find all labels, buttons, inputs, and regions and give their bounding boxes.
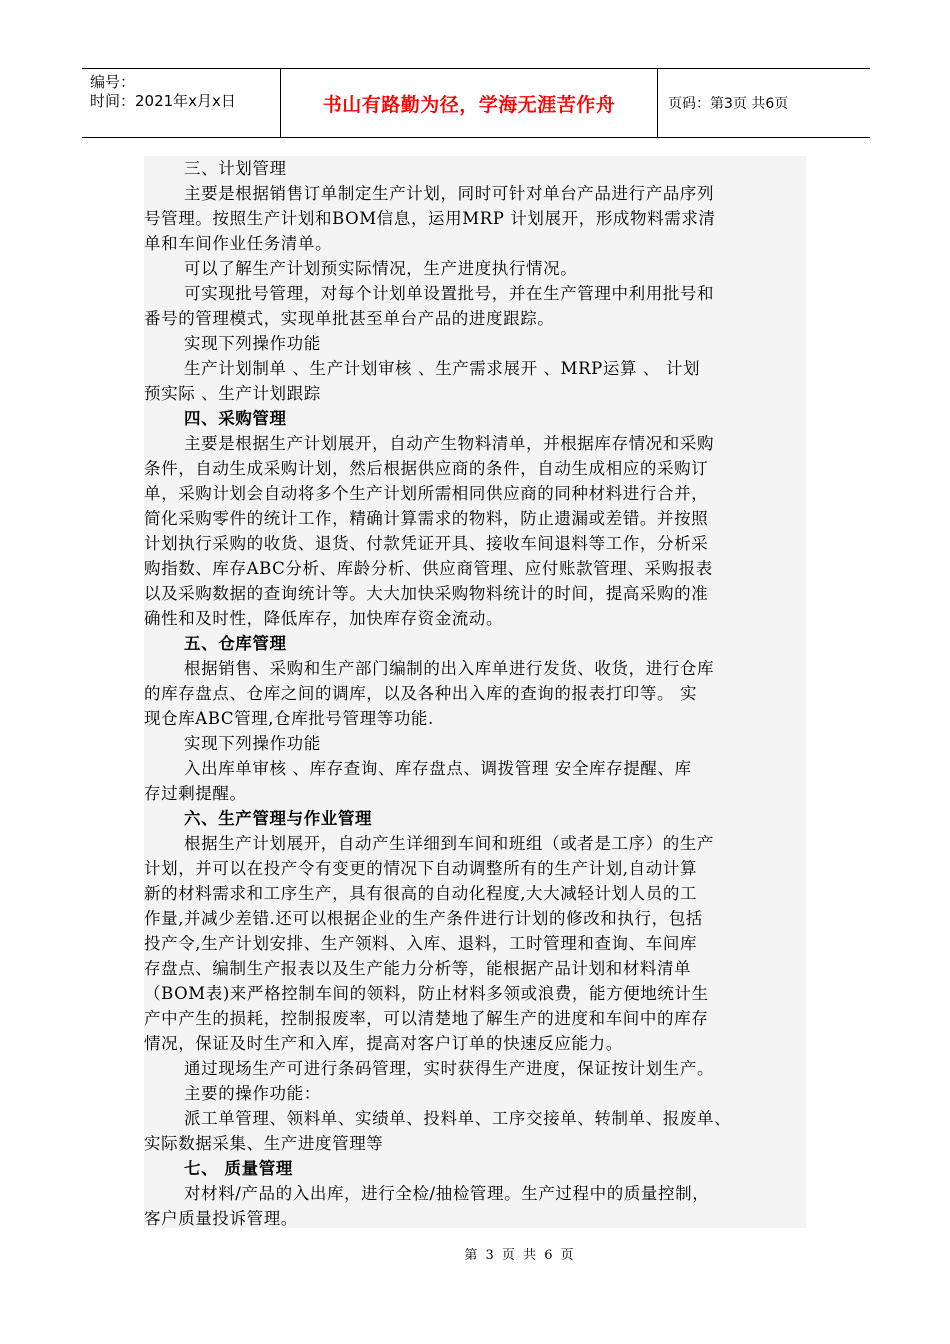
paragraph-line: 客户质量投诉管理。 bbox=[144, 1209, 298, 1228]
header-left-cell bbox=[82, 69, 280, 137]
paragraph-line: 计划执行采购的收货、退货、付款凭证开具、接收车间退料等工作，分析采 bbox=[144, 534, 709, 553]
paragraph-line: 号管理。按照生产计划和BOM信息，运用MRP 计划展开，形成物料需求清 bbox=[144, 209, 716, 228]
paragraph-line: 实现下列操作功能 bbox=[184, 334, 321, 353]
paragraph-line: 现仓库ABC管理,仓库批号管理等功能. bbox=[144, 709, 434, 728]
header-motto: 书山有路勤为径，学海无涯苦作舟 bbox=[280, 69, 658, 137]
paragraph-line: 单，采购计划会自动将多个生产计划所需相同供应商的同种材料进行合并， bbox=[144, 484, 709, 503]
paragraph-line: 简化采购零件的统计工作，精确计算需求的物料，防止遗漏或差错。并按照 bbox=[144, 509, 709, 528]
paragraph-line: 单和车间作业任务清单。 bbox=[144, 234, 333, 253]
paragraph-line: 新的材料需求和工序生产，具有很高的自动化程度,大大减轻计划人员的工 bbox=[144, 884, 698, 903]
paragraph-line: 可以了解生产计划预实际情况，生产进度执行情况。 bbox=[184, 259, 578, 278]
paragraph-line: 对材料/产品的入出库，进行全检/抽检管理。生产过程中的质量控制， bbox=[184, 1184, 710, 1203]
paragraph-line: 主要是根据生产计划展开，自动产生物料清单，并根据库存情况和采购 bbox=[184, 434, 715, 453]
header-table bbox=[82, 68, 870, 138]
paragraph-line: 情况，保证及时生产和入库，提高对客户订单的快速反应能力。 bbox=[144, 1034, 623, 1053]
paragraph-line: 实际数据采集、生产进度管理等 bbox=[144, 1134, 384, 1153]
paragraph-line: 确性和及时性，降低库存，加快库存资金流动。 bbox=[144, 609, 504, 628]
paragraph-line: 根据生产计划展开，自动产生详细到车间和班组（或者是工序）的生产 bbox=[184, 834, 715, 853]
paragraph-line: 根据销售、采购和生产部门编制的出入库单进行发货、收货，进行仓库 bbox=[184, 659, 715, 678]
section-heading-warehouse: 五、仓库管理 bbox=[184, 634, 287, 653]
page-footer bbox=[0, 1244, 950, 1263]
paragraph-line: 购指数、库存ABC分析、库龄分析、供应商管理、应付账款管理、采购报表 bbox=[144, 559, 713, 578]
section-heading-purchase: 四、采购管理 bbox=[184, 409, 287, 428]
section-heading-plan: 三、计划管理 bbox=[184, 159, 287, 178]
section-heading-quality: 七、 质量管理 bbox=[184, 1159, 293, 1178]
header-page-label: 页码：第3页 共6页 bbox=[668, 96, 789, 112]
document-body bbox=[144, 156, 806, 1228]
paragraph-line: 通过现场生产可进行条码管理，实时获得生产进度，保证按计划生产。 bbox=[184, 1059, 715, 1078]
paragraph-line: 的库存盘点、仓库之间的调库，以及各种出入库的查询的报表打印等。 实 bbox=[144, 684, 698, 703]
paragraph-line: 计划，并可以在投产令有变更的情况下自动调整所有的生产计划,自动计算 bbox=[144, 859, 698, 878]
paragraph-line: 主要的操作功能： bbox=[184, 1084, 321, 1103]
paragraph-line: 生产计划制单 、生产计划审核 、生产需求展开 、MRP运算 、 计划 bbox=[184, 359, 701, 378]
paragraph-line: 入出库单审核 、库存查询、库存盘点、调拨管理 安全库存提醒、库 bbox=[184, 759, 692, 778]
paragraph-line: （BOM表)来严格控制车间的领料，防止材料多领或浪费，能方便地统计生 bbox=[144, 984, 709, 1003]
paragraph-line: 主要是根据销售订单制定生产计划，同时可针对单台产品进行产品序列 bbox=[184, 184, 715, 203]
footer-page-number: 第 3 页 共 6 页 bbox=[464, 1248, 576, 1263]
paragraph-line: 可实现批号管理，对每个计划单设置批号，并在生产管理中利用批号和 bbox=[184, 284, 715, 303]
paragraph-line: 预实际 、生产计划跟踪 bbox=[144, 384, 321, 403]
section-heading-production: 六、生产管理与作业管理 bbox=[184, 809, 373, 828]
paragraph-line: 条件，自动生成采购计划，然后根据供应商的条件，自动生成相应的采购订 bbox=[144, 459, 709, 478]
paragraph-line: 产中产生的损耗，控制报废率，可以清楚地了解生产的进度和车间中的库存 bbox=[144, 1009, 709, 1028]
paragraph-line: 投产令,生产计划安排、生产领料、入库、退料，工时管理和查询、车间库 bbox=[144, 934, 698, 953]
paragraph-line: 派工单管理、领料单、实绩单、投料单、工序交接单、转制单、报废单、 bbox=[184, 1109, 732, 1128]
paragraph-line: 存盘点、编制生产报表以及生产能力分析等，能根据产品计划和材料清单 bbox=[144, 959, 692, 978]
paragraph-line: 作量,并减少差错.还可以根据企业的生产条件进行计划的修改和执行，包括 bbox=[144, 909, 703, 928]
paragraph-line: 实现下列操作功能 bbox=[184, 734, 321, 753]
document-number-label: 编号： bbox=[90, 73, 136, 91]
paragraph-line: 以及采购数据的查询统计等。大大加快采购物料统计的时间，提高采购的准 bbox=[144, 584, 709, 603]
document-time-label: 时间：2021年x月x日 bbox=[90, 92, 236, 110]
paragraph-line: 存过剩提醒。 bbox=[144, 784, 247, 803]
paragraph-line: 番号的管理模式，实现单批甚至单台产品的进度跟踪。 bbox=[144, 309, 555, 328]
